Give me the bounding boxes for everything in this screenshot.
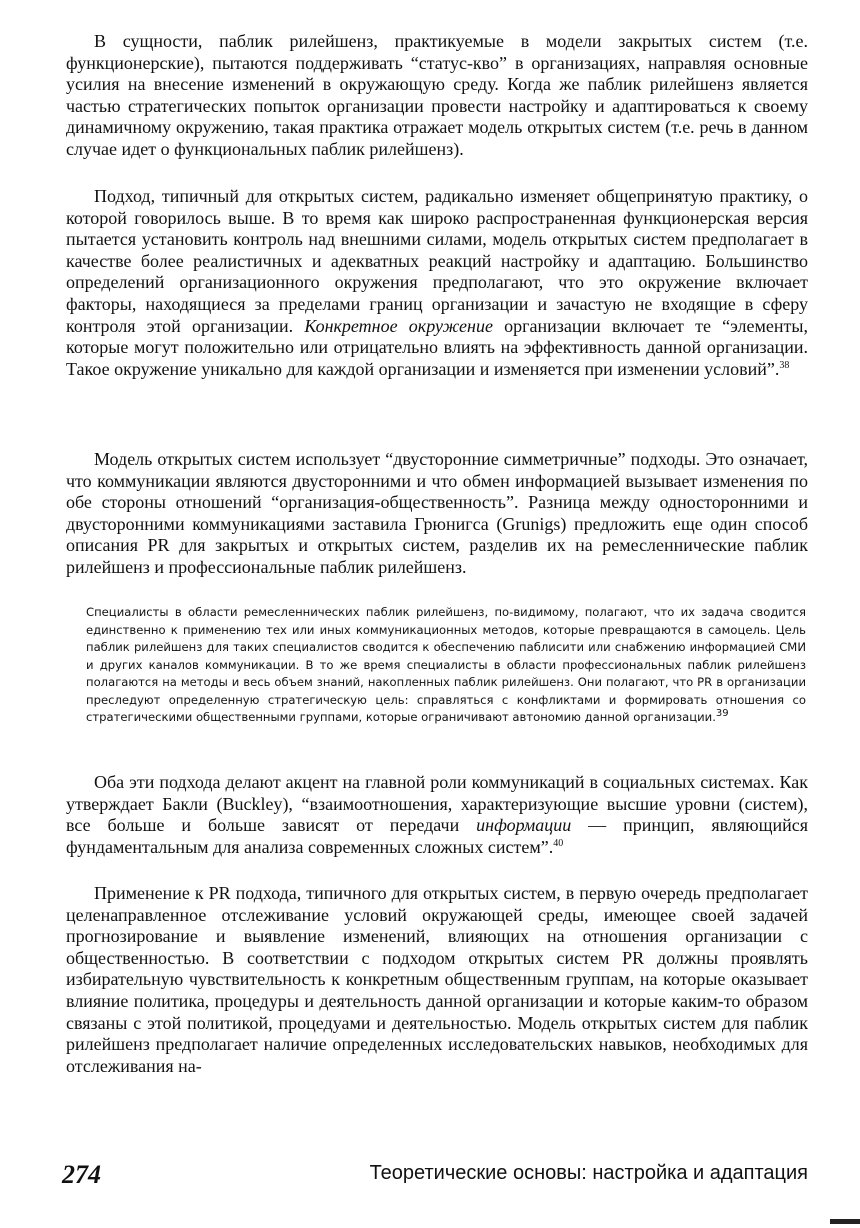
paragraph-1: [66, 31, 808, 161]
scan-edge-mark: [830, 1219, 860, 1224]
paragraph-5: [66, 883, 808, 1077]
footnote-39: 39: [715, 708, 729, 720]
paragraph-4-part-2: — принцип, являющийся фундаментальным для анализа современных сложных систем”.: [66, 815, 808, 857]
paragraph-4-italic-term: информации: [476, 815, 572, 836]
page-footer: [62, 1160, 808, 1190]
paragraph-2-part-1: Подход, типичный для открытых систем, радикально изменяет общепринятую практику, о которой говорилось выше. В то время как широко распространенная функционерская версия пытается установить контроль над внешними силами, модель открытых систем предполагает в качестве более реалистичных и адекватных реакций настройку и адаптацию. Большинство определений организационного окружения предполагают, что это окружение включает факторы, находящиеся за пределами границ организации и зачастую не входящие в сферу контроля этой организации.: [66, 186, 808, 336]
paragraph-1-text: В сущности, паблик рилейшенз, практикуемые в модели закрытых систем (т.е. функционерские), пытаются поддерживать “статус-кво” в организациях, направляя основные усилия на внесение изменений в окружающую среду. Когда же паблик рилейшенз является частью стратегических попыток организации провести настройку и адаптироваться к своему динамичному окружению, такая практика отражает модель открытых систем (т.е. речь в данном случае идет о функциональных паблик рилейшенз).: [66, 31, 808, 159]
paragraph-4: [66, 772, 808, 858]
paragraph-2: [66, 186, 808, 380]
paragraph-3: [66, 449, 808, 579]
paragraph-2-part-2: организации включает те “элементы, которые могут положительно или отрицательно влиять на эффективность данной организации. Такое окружение уникально для каждой организации и изменяется при изменении условий”.: [66, 315, 808, 379]
paragraph-2-italic-term: Конкретное окружение: [304, 315, 493, 336]
paragraph-4-text: [66, 772, 808, 858]
block-quote: [86, 604, 806, 727]
running-title: Теоретические основы: настройка и адаптация: [369, 1162, 808, 1184]
footnote-38: 38: [779, 359, 790, 371]
page-number: 274: [62, 1160, 101, 1189]
paragraph-4-part-1: Оба эти подхода делают акцент на главной роли коммуникаций в социальных системах. Как утверждает Бакли (Buckley), “взаимоотношения, характеризующие высшие уровни (систем), все больше и больше зависят от передачи: [66, 772, 808, 836]
paragraph-2-text: [66, 186, 808, 380]
paragraph-3-text: Модель открытых систем использует “двусторонние симметричные” подходы. Это означает, что коммуникации являются двусторонними и что обмен информацией вызывает изменения по обе стороны отношений “организация-общественность”. Разница между односторонними и двусторонними коммуникациями заставила Грюнигса (Grunigs) предложить еще один способ описания PR для закрытых и открытых систем, разделив их на ремесленнические паблик рилейшенз и профессиональные паблик рилейшенз.: [66, 449, 808, 577]
paragraph-5-text: Применение к PR подхода, типичного для открытых систем, в первую очередь предполагает целенаправленное отслеживание условий окружающей среды, имеющее своей задачей прогнозирование и выявление изменений, влияющих на отношения организации с общественностью. В соответствии с подходом открытых систем PR должны проявлять избирательную чувствительность к конкретным общественным группам, на которые оказывает влияние политика, процедуры и деятельность данной организации и которые каким-то образом связаны с этой политикой, процедуами и деятельностью. Модель открытых систем для паблик рилейшенз предполагает наличие определенных исследовательских навыков, необходимых для отслеживания на-: [66, 883, 808, 1076]
block-quote-text: [86, 604, 806, 727]
footnote-40: 40: [553, 837, 564, 849]
block-quote-body: Специалисты в области ремесленнических паблик рилейшенз, по-видимому, полагают, что их задача сводится единственно к применению тех или иных коммуникационных методов, которые превращаются в самоцель. Цель паблик рилейшенз для таких специалистов сводится к обеспечению паблисити или снабжению информацией СМИ и других каналов коммуникации. В то же время специалисты в области профессиональных паблик рилейшенз полагаются на методы и весь объем знаний, накопленных паблик рилейшенз. Они полагают, что PR в организации преследуют определенную стратегическую цель: справляться с конфликтами и формировать отношения со стратегическими общественными группами, которые ограничивают автономию данной организации.: [86, 605, 806, 724]
